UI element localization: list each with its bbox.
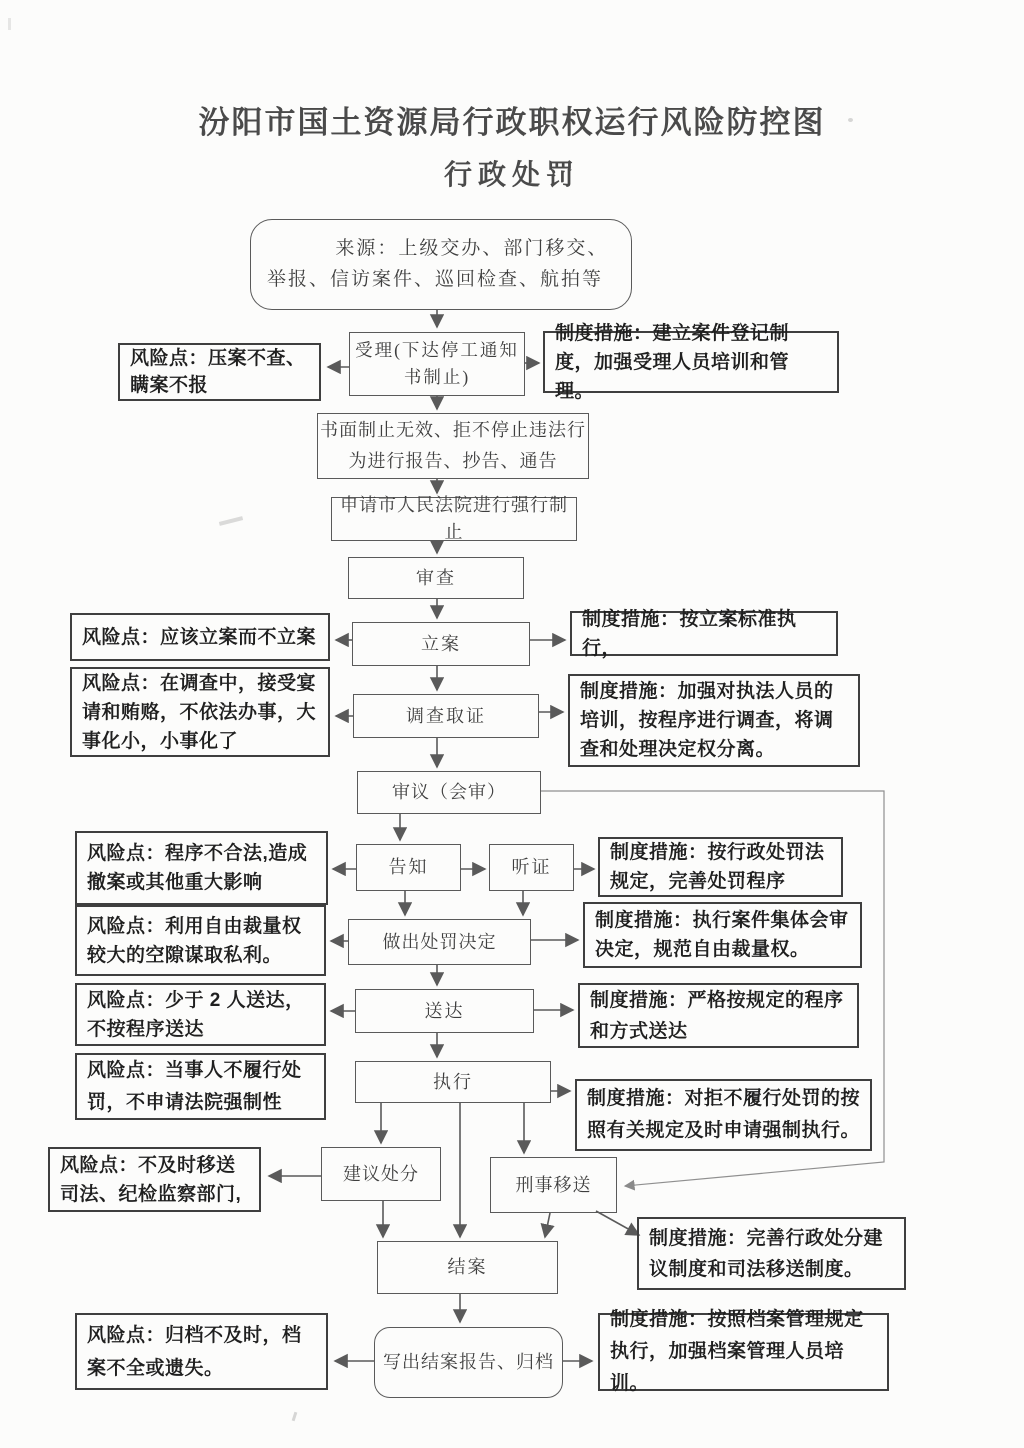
risk-file-case: 风险点：应该立案而不立案 [70,613,330,661]
flow-node-deliberate: 审议（会审） [357,771,541,814]
page-subtitle: 行政处罚 [443,160,580,191]
flow-node-accept: 受理(下达停工通知书制止) [349,332,525,396]
scan-edge-mark [8,18,11,30]
risk-report: 风险点：归档不及时，档案不全或遗失。 [75,1313,328,1390]
flow-node-criminal-transfer: 刑事移送 [490,1157,617,1213]
flow-node-notify: 告知 [356,844,461,891]
risk-investigate: 风险点：在调查中，接受宴请和贿赂，不依法办事，大事化小，小事化了 [70,667,330,757]
flow-node-suggest-discipline: 建议处分 [321,1147,441,1201]
risk-execute: 风险点：当事人不履行处罚，不申请法院强制性 [75,1053,326,1120]
flow-node-decide: 做出处罚决定 [348,919,531,965]
measure-deliver: 制度措施：严格按规定的程序和方式送达 [578,983,859,1048]
flow-node-final-report: 写出结案报告、归档 [374,1327,563,1398]
measure-report: 制度措施：按照档案管理规定执行，加强档案管理人员培训。 [598,1313,889,1391]
measure-decide: 制度措施：执行案件集体会审决定，规范自由裁量权。 [583,902,862,968]
flow-node-written-notice: 书面制止无效、拒不停止违法行为进行报告、抄告、通告 [317,413,589,479]
flow-node-execute: 执行 [355,1061,551,1103]
flow-node-close-case: 结案 [377,1241,558,1294]
measure-accept: 制度措施：建立案件登记制度，加强受理人员培训和管理。 [543,331,839,393]
scan-smudge [219,516,243,526]
risk-decide: 风险点：利用自由裁量权较大的空隙谋取私利。 [75,905,326,976]
flow-node-court-enforce: 申请市人民法院进行强行制止 [331,497,577,541]
flow-node-hearing: 听证 [489,844,574,891]
flow-node-file-case: 立案 [352,622,530,666]
flow-node-source: 来源：上级交办、部门移交、举报、信访案件、巡回检查、航拍等 [250,219,632,310]
scan-tick [292,1412,298,1421]
risk-notify: 风险点：程序不合法,造成撤案或其他重大影响 [75,831,328,905]
measure-criminal: 制度措施：完善行政处分建议制度和司法移送制度。 [637,1217,906,1290]
measure-notify: 制度措施：按行政处罚法规定，完善处罚程序 [598,837,843,897]
risk-suggest: 风险点：不及时移送司法、纪检监察部门, [48,1147,261,1212]
measure-file-case: 制度措施：按立案标准执行， [570,611,838,656]
flow-node-review: 审查 [348,557,524,599]
page-title: 汾阳市国土资源局行政职权运行风险防控图 [198,105,826,140]
measure-execute: 制度措施：对拒不履行处罚的按照有关规定及时申请强制执行。 [575,1079,872,1151]
risk-accept: 风险点：压案不查、瞒案不报 [118,343,321,401]
flow-node-deliver: 送达 [355,989,534,1033]
flow-node-investigate: 调查取证 [353,694,539,738]
risk-deliver: 风险点：少于 2 人送达，不按程序送达 [75,983,326,1046]
measure-investigate: 制度措施：加强对执法人员的培训，按程序进行调查，将调查和处理决定权分离。 [568,674,860,767]
scan-dot [848,118,853,122]
